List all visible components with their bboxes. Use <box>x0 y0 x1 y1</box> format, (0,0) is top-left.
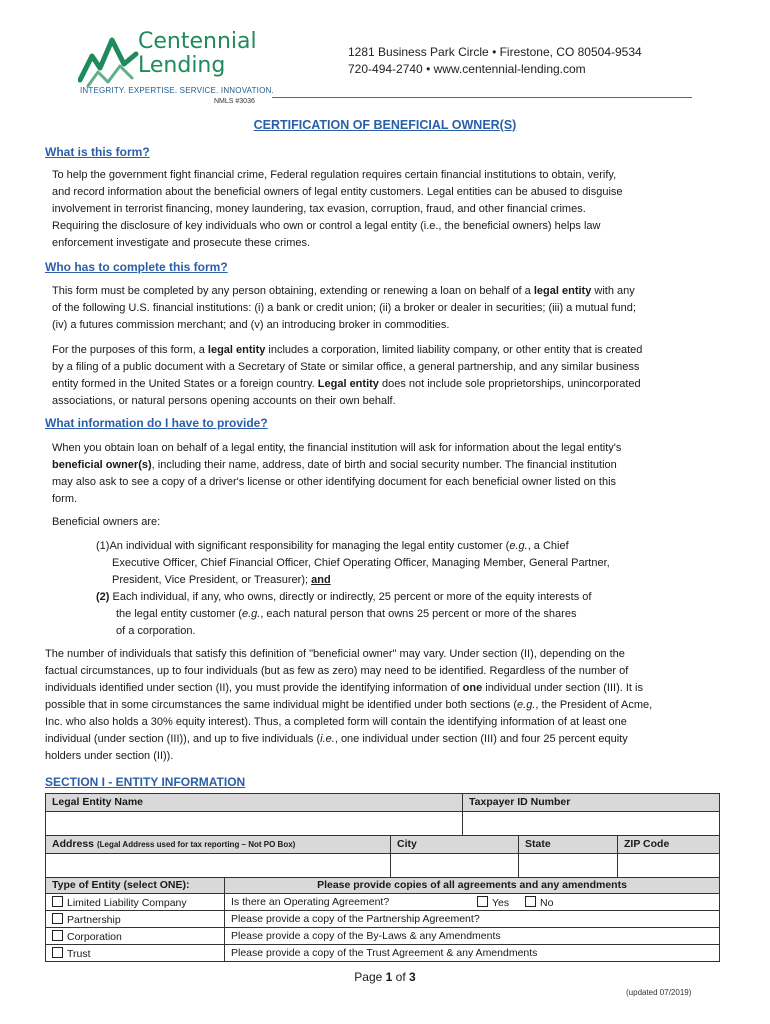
text: Each individual, if any, who owns, directly or indirectly, 25 percent or more of the equity interests of <box>109 591 592 603</box>
text: (iv) a futures commission merchant; and (v) an introducing broker in commodities. <box>52 319 450 331</box>
type-label: Partnership <box>67 914 121 926</box>
entity-type-label: Type of Entity (select ONE): <box>45 877 225 894</box>
q2-paragraph-2 <box>52 342 712 410</box>
text: does not include sole proprietorships, unincorporated <box>378 378 641 390</box>
type-partnership[interactable] <box>45 910 225 928</box>
llc-checkbox[interactable] <box>52 896 63 907</box>
logo-wordmark <box>138 30 257 78</box>
list-item-2 <box>96 589 636 640</box>
heading-what-is-form: What is this form? <box>45 145 150 159</box>
text: individuals identified under section (II), you must provide the identifying information of <box>45 682 463 694</box>
corporation-checkbox[interactable] <box>52 930 63 941</box>
beneficial-owners-are: Beneficial owners are: <box>52 516 161 528</box>
type-trust[interactable] <box>45 944 225 962</box>
text: associations, or natural persons opening accounts on their own behalf. <box>52 395 396 407</box>
type-label: Corporation <box>67 931 122 943</box>
address-line-1: 1281 Business Park Circle • Firestone, CO 80504-9534 <box>348 45 642 59</box>
text: , including their name, address, date of birth and social security number. The financial institution <box>151 459 617 471</box>
text: , a Chief <box>527 540 569 552</box>
text: with any <box>591 285 635 297</box>
header-divider <box>272 97 692 98</box>
partnership-note: Please provide a copy of the Partnership Agreement? <box>224 910 720 928</box>
no-label: No <box>540 897 554 909</box>
text: by a filing of a public document with a Secretary of State or similar office, a general partnership, and any similar business <box>52 361 640 373</box>
text: the legal entity customer ( <box>116 608 242 620</box>
text: factual circumstances, up to four individuals (but as few as zero) may need to be identified. Regardless of the number of <box>45 665 629 677</box>
q1-line: enforcement investigate and prosecute these crimes. <box>52 237 311 249</box>
italic-text: i.e. <box>320 733 335 745</box>
type-llc[interactable] <box>45 893 225 911</box>
list-item-1 <box>96 538 636 589</box>
text: entity formed in the United States or a foreign country. <box>52 378 318 390</box>
trust-checkbox[interactable] <box>52 947 63 958</box>
heading-what-info: What information do I have to provide? <box>45 416 268 430</box>
italic-text: e.g. <box>241 608 261 620</box>
bold-text: and <box>311 574 331 586</box>
logo-line-2: Lending <box>138 53 226 78</box>
text: , the President of Acme, <box>535 699 653 711</box>
text: of a corporation. <box>116 625 196 637</box>
note-text: Is there an Operating Agreement? <box>231 896 390 908</box>
text: An individual with significant responsibility for managing the legal entity customer ( <box>109 540 510 552</box>
updated-date: (updated 07/2019) <box>626 988 692 997</box>
text: , one individual under section (III) and four 25 percent equity <box>334 733 628 745</box>
company-logo <box>78 28 274 106</box>
corporation-note: Please provide a copy of the By-Laws & any Amendments <box>224 927 720 945</box>
heading-who-completes: Who has to complete this form? <box>45 260 228 274</box>
state-label: State <box>518 835 618 854</box>
zip-label: ZIP Code <box>617 835 720 854</box>
italic-text: e.g. <box>517 699 536 711</box>
type-label: Limited Liability Company <box>67 897 187 909</box>
logo-tagline: INTEGRITY. EXPERTISE. SERVICE. INNOVATION. <box>80 86 274 95</box>
text: individual (under section (III)), and up to five individuals ( <box>45 733 321 745</box>
taxpayer-id-input[interactable] <box>462 811 720 836</box>
text: includes a corporation, limited liability company, or other entity that is created <box>265 344 643 356</box>
bold-text: beneficial owner(s) <box>52 459 152 471</box>
text: Inc. who also holds a 30% equity interest). Thus, a completed form will contain the identifying information of at least one <box>45 716 627 728</box>
type-label: Trust <box>67 948 91 960</box>
text: may also ask to see a copy of a driver's license or other identifying document for each beneficial owner listed on this <box>52 476 617 488</box>
text: possible that in some circumstances the same individual might be identified under both sections ( <box>45 699 518 711</box>
text: President, Vice President, or Treasurer); <box>112 574 312 586</box>
legal-entity-name-label: Legal Entity Name <box>45 793 463 812</box>
bold-text: legal entity <box>207 344 266 356</box>
address-label-text: Address <box>52 838 95 850</box>
text: holders under section (II)). <box>45 750 174 762</box>
owners-count-paragraph <box>45 646 715 765</box>
page-number <box>0 970 770 984</box>
partnership-checkbox[interactable] <box>52 913 63 924</box>
page-of: of <box>392 970 410 984</box>
italic-text: e.g. <box>509 540 528 552</box>
company-address <box>348 44 708 78</box>
taxpayer-id-label: Taxpayer ID Number <box>462 793 720 812</box>
text: Executive Officer, Chief Financial Officer, Chief Operating Officer, Managing Member, General Partner, <box>112 557 610 569</box>
text: This form must be completed by any person obtaining, extending or renewing a loan on behalf of a <box>52 285 534 297</box>
section-1-heading: SECTION I - ENTITY INFORMATION <box>45 775 246 789</box>
q1-line: To help the government fight financial crime, Federal regulation requires certain financial institutions to obtain, verify, <box>52 169 617 181</box>
address-input[interactable] <box>45 853 391 878</box>
q1-line: and record information about the beneficial owners of legal entity customers. Legal entities can be abused to disguise <box>52 186 623 198</box>
address-note: (Legal Address used for tax reporting – Not PO Box) <box>96 840 296 849</box>
bold-text: one <box>462 682 483 694</box>
trust-note: Please provide a copy of the Trust Agreement & any Amendments <box>224 944 720 962</box>
page-current: 1 <box>385 970 393 984</box>
text: individual under section (III). It is <box>482 682 643 694</box>
text: , each natural person that owns 25 percent or more of the shares <box>260 608 577 620</box>
text: When you obtain loan on behalf of a legal entity, the financial institution will ask for information about the legal entity's <box>52 442 622 454</box>
text: of the following U.S. financial institutions: (i) a bank or credit union; (ii) a broker or dealer in securities; (iii) a mutual fund; <box>52 302 636 314</box>
copies-label: Please provide copies of all agreements and any amendments <box>224 877 720 894</box>
city-input[interactable] <box>390 853 519 878</box>
address-label <box>45 835 391 854</box>
entity-information-form <box>45 793 720 963</box>
q1-paragraph <box>52 167 712 252</box>
bold-text: legal entity <box>533 285 592 297</box>
bold-text: Legal entity <box>317 378 379 390</box>
text: For the purposes of this form, a <box>52 344 208 356</box>
text: The number of individuals that satisfy this definition of "beneficial owner" may vary. Under section (II), depending on the <box>45 648 625 660</box>
q3-paragraph <box>52 440 712 508</box>
text: form. <box>52 493 78 505</box>
yes-checkbox[interactable] <box>477 896 488 907</box>
city-label: City <box>390 835 519 854</box>
form-title: CERTIFICATION OF BENEFICIAL OWNER(S) <box>253 118 517 132</box>
list-number: (2) <box>96 591 110 603</box>
llc-note <box>224 893 720 911</box>
zip-input[interactable] <box>617 853 720 878</box>
mountain-logo-icon <box>78 34 140 90</box>
q1-line: involvement in terrorist financing, money laundering, tax evasion, corruption, fraud, and other financial crimes. <box>52 203 586 215</box>
q1-line: Requiring the disclosure of key individuals who own or control a legal entity (i.e., the beneficial owners) helps law <box>52 220 601 232</box>
list-number: (1) <box>96 540 110 552</box>
logo-line-1: Centennial <box>138 29 257 54</box>
nmls-number: NMLS #3036 <box>214 98 255 105</box>
q2-paragraph-1 <box>52 283 712 334</box>
address-line-2: 720-494-2740 • www.centennial-lending.com <box>348 62 586 76</box>
yes-label: Yes <box>492 897 510 909</box>
legal-entity-name-input[interactable] <box>45 811 463 836</box>
state-input[interactable] <box>518 853 618 878</box>
page-prefix: Page <box>354 970 386 984</box>
no-checkbox[interactable] <box>525 896 536 907</box>
page-total: 3 <box>409 970 416 984</box>
type-corporation[interactable] <box>45 927 225 945</box>
